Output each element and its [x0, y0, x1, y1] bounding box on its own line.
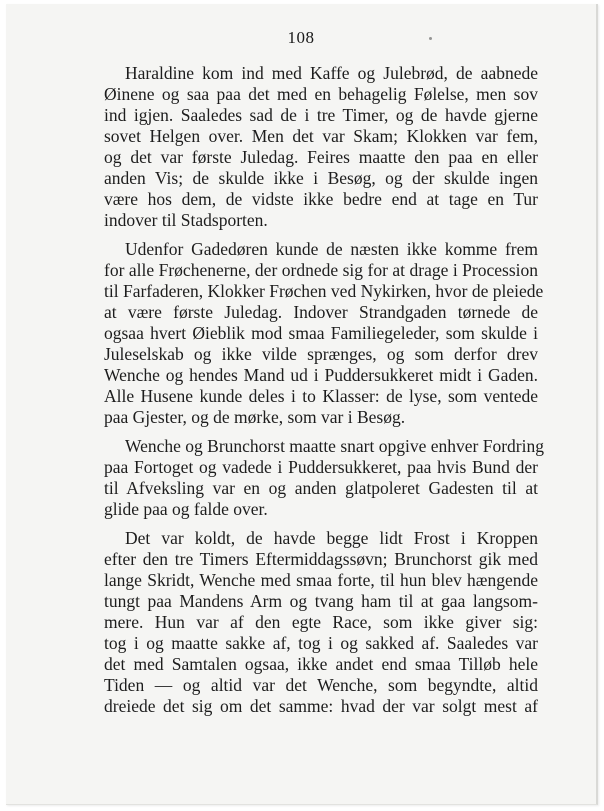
text-line: Alle Husene kunde deles i to Klasser: de lyse, som ventede [104, 386, 538, 406]
text-line: Det var koldt, de havde begge lidt Frost i Kroppen [125, 528, 538, 548]
text-line: være hos dem, de vidste ikke bedre end at tage en Tur [104, 189, 538, 209]
page-number: 108 [287, 28, 315, 47]
text-line: Juleselskab og ikke vilde sprænges, og som derfor drev [104, 344, 538, 364]
text-line: tungt paa Mandens Arm og tvang ham til at gaa langsom- [104, 591, 538, 611]
text-line: anden Vis; de skulde ikke i Besøg, og der skulde ingen [104, 168, 538, 188]
text-line: og det var første Juledag. Feires maatte den paa en eller [104, 147, 538, 167]
text-line: ogsaa hvert Øieblik mod smaa Familiegeleder, som skulde i [104, 323, 538, 343]
text-line: til Farfaderen, Klokker Frøchen ved Nykirken, hvor de pleiede [104, 281, 544, 301]
text-line: paa Gjester, og de mørke, som var i Besøg. [104, 407, 406, 427]
text-line: efter den tre Timers Eftermiddagssøvn; Brunchorst gik med [104, 549, 538, 569]
text-line: Wenche og hendes Mand ud i Puddersukkeret midt i Gaden. [104, 365, 538, 385]
paragraph-4 [104, 528, 538, 717]
ink-speck [429, 37, 432, 40]
text-line: tog i og maatte sakke af, tog i og sakked af. Saaledes var [104, 633, 538, 653]
text-line: at være første Juledag. Indover Strandgaden tørnede de [104, 302, 538, 322]
text-line: Øinene og saa paa det med en behagelig Følelse, men sov [104, 84, 538, 104]
text-line: til Afveksling var en og anden glatpoleret Gadesten til at [104, 478, 538, 498]
text-line: Udenfor Gadedøren kunde de næsten ikke komme frem [125, 239, 538, 259]
text-line: indover til Stadsporten. [104, 210, 268, 230]
paragraph-3 [104, 436, 544, 520]
text-line: paa Fortoget og vadede i Puddersukkeret, paa hvis Bund der [104, 457, 538, 477]
page-text [104, 63, 544, 717]
text-line: ind igjen. Saaledes sad de i tre Timer, og de havde gjerne [104, 105, 538, 125]
text-line: Tiden — og altid var det Wenche, som begyndte, altid [104, 675, 538, 695]
text-line: mere. Hun var af den egte Race, som ikke giver sig: [104, 612, 538, 632]
text-line: Haraldine kom ind med Kaffe og Julebrød, de aabnede [125, 63, 538, 83]
paragraph-2 [104, 239, 544, 428]
text-line: sovet Helgen over. Men det var Skam; Klokken var fem, [104, 126, 538, 146]
text-line: for alle Frøchenerne, der ordnede sig for at drage i Procession [104, 260, 538, 280]
text-line: lange Skridt, Wenche med smaa forte, til hun blev hængende [104, 570, 538, 590]
text-line: det med Samtalen ogsaa, ikke andet end smaa Tilløb hele [104, 654, 538, 674]
book-page [6, 4, 598, 805]
text-line: glide paa og falde over. [104, 499, 268, 519]
paragraph-1 [104, 63, 538, 231]
text-line: dreiede det sig om det samme: hvad der var solgt mest af [104, 696, 538, 716]
text-line: Wenche og Brunchorst maatte snart opgive enhver Fordring [125, 436, 544, 456]
